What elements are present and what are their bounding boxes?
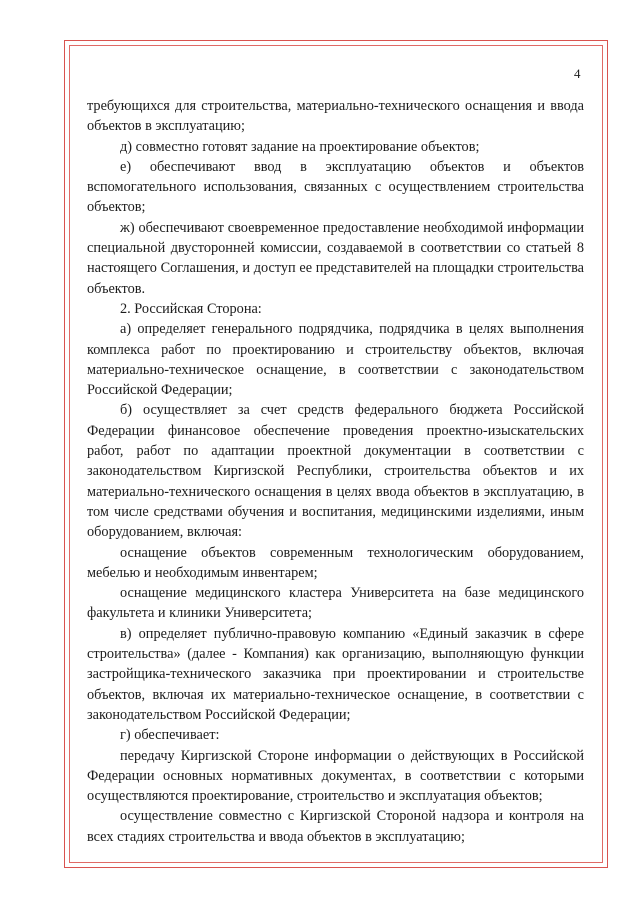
paragraph-item-v: в) определяет публично-правовую компанию «Единый заказчик в сфере строительства» (далее - Компания) как организацию, выполняющую функции застройщика-технического заказчика при проектировании и строительстве объектов, включая их материально-техническое оснащение, в соответствии с законодательством Российской Федерации; xyxy=(87,625,584,723)
paragraph-joint-supervision: осуществление совместно с Киргизской Стороной надзора и контроля на всех стадиях строительства и ввода объектов в эксплуатацию; xyxy=(87,808,584,845)
paragraph-continuation: требующихся для строительства, материально-технического оснащения и ввода объектов в эксплуатацию; xyxy=(87,98,584,135)
paragraph-item-g: г) обеспечивает: xyxy=(120,727,220,744)
paragraph-item-b: б) осуществляет за счет средств федерального бюджета Российской Федерации финансовое обеспечение проведения проектно-изыскательских работ, работ по адаптации проектной документации в соответствии с законодательством Киргизской Республики, строительства объектов и их материально-технического оснащения в целях ввода объектов в эксплуатацию, в том числе средствами обучения и воспитания, медицинскими изделиями, иным оборудованием, включая: xyxy=(87,402,584,541)
page-number: 4 xyxy=(574,66,581,81)
paragraph-information-transfer: передачу Киргизской Стороне информации о действующих в Российской Федерации основных нормативных документах, в соответствии с которыми осуществляются проектирование, строительство и эксплуатация объектов; xyxy=(87,747,584,805)
document-body xyxy=(87,96,584,847)
paragraph-equipment-objects: оснащение объектов современным технологическим оборудованием, мебелью и необходимым инвентарем; xyxy=(87,544,584,581)
paragraph-item-d: д) совместно готовят задание на проектирование объектов; xyxy=(120,138,480,155)
paragraph-item-e: е) обеспечивают ввод в эксплуатацию объектов и объектов вспомогательного использования, связанных с осуществлением строительства объектов; xyxy=(87,158,584,216)
paragraph-equipment-medical-cluster: оснащение медицинского кластера Университета на базе медицинского факультета и клиники Университета; xyxy=(87,585,584,622)
paragraph-item-a: а) определяет генерального подрядчика, подрядчика в целях выполнения комплекса работ по проектированию и строительству объектов, включая материально-техническое оснащение, в соответствии с законодательством Российской Федерации; xyxy=(87,321,584,399)
section-heading-russian-side: 2. Российская Сторона: xyxy=(120,300,262,317)
paragraph-item-zh: ж) обеспечивают своевременное предоставление необходимой информации специальной двусторонней комиссии, создаваемой в соответствии со статьей 8 настоящего Соглашения, и доступ ее представителей на площадки строительства объектов. xyxy=(87,219,584,297)
